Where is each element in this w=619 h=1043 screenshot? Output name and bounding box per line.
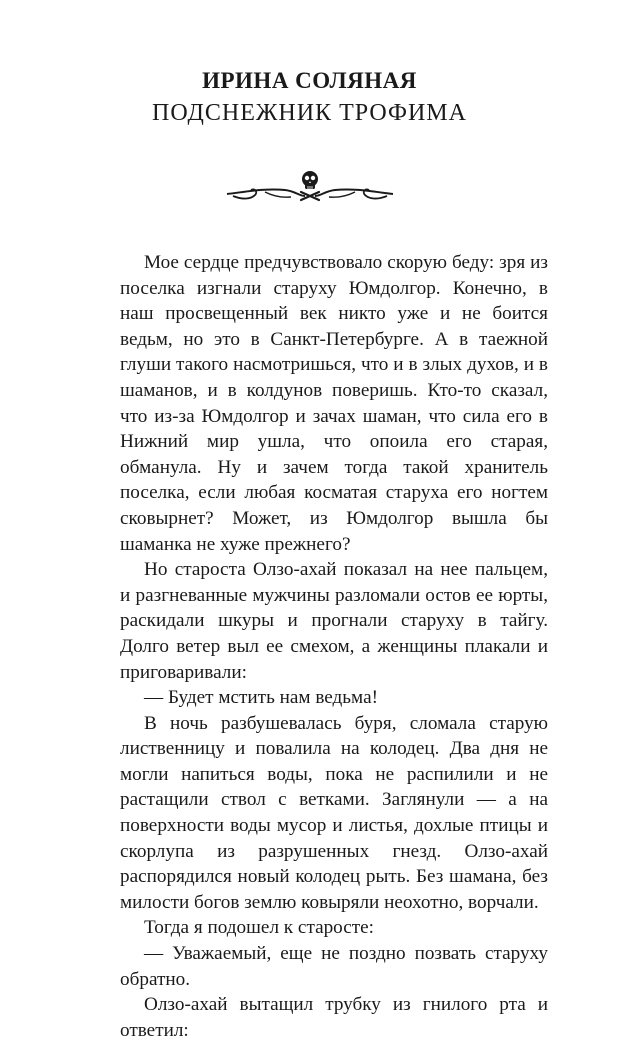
story-text — [120, 250, 548, 1043]
paragraph: Тогда я подошел к старосте: — [144, 917, 374, 939]
chapter-title: ПОДСНЕЖНИК ТРОФИМА — [152, 100, 467, 126]
paragraph: Мое сердце предчувствовало скорую беду: зря из поселка изгнали старуху Юмдолгор. Конечно, в наш просвещенный век никто уже и не боится ведьм, но это в Санкт-Петербурге. А в таежной глуши такого насмотришься, что и в злых духов, и в шаманов, и в колдунов поверишь. Кто-то сказал, что из-за Юмдолгор и зачах шаман, что сила его в Нижний мир ушла, что опоила его старая, обманула. Ну и зачем тогда такой хранитель поселка, если любая косматая старуха его ногтем сковырнет? Может, из Юмдолгор вышла бы шаманка не хуже прежнего? — [120, 252, 548, 555]
paragraph: — Уважаемый, еще не поздно позвать старуху обратно. — [120, 943, 548, 990]
author-name: ИРИНА СОЛЯНАЯ — [202, 68, 417, 93]
paragraph: В ночь разбушевалась буря, сломала старую лиственницу и повалила на колодец. Два дня не могли напиться воды, пока не распилили и не растащили ствол с ветками. Заглянули — а на поверхности воды мусор и листья, дохлые птицы и скорлупа из разрушенных гнезд. Олзо-ахай распорядился новый колодец рыть. Без шамана, без милости богов землю ковыряли неохотно, ворчали. — [120, 712, 548, 913]
paragraph: Олзо-ахай вытащил трубку из гнилого рта и ответил: — [120, 994, 548, 1041]
paragraph: — Будет мстить нам ведьма! — [144, 687, 378, 709]
skull-scroll-ornament-icon — [225, 166, 395, 206]
paragraph: Но староста Олзо-ахай показал на нее пальцем, и разгневанные мужчины разломали остов ее юрты, раскидали шкуры и прогнали старуху в тайгу. Долго ветер выл ее смехом, а женщины плакали и приговаривали: — [120, 559, 548, 683]
